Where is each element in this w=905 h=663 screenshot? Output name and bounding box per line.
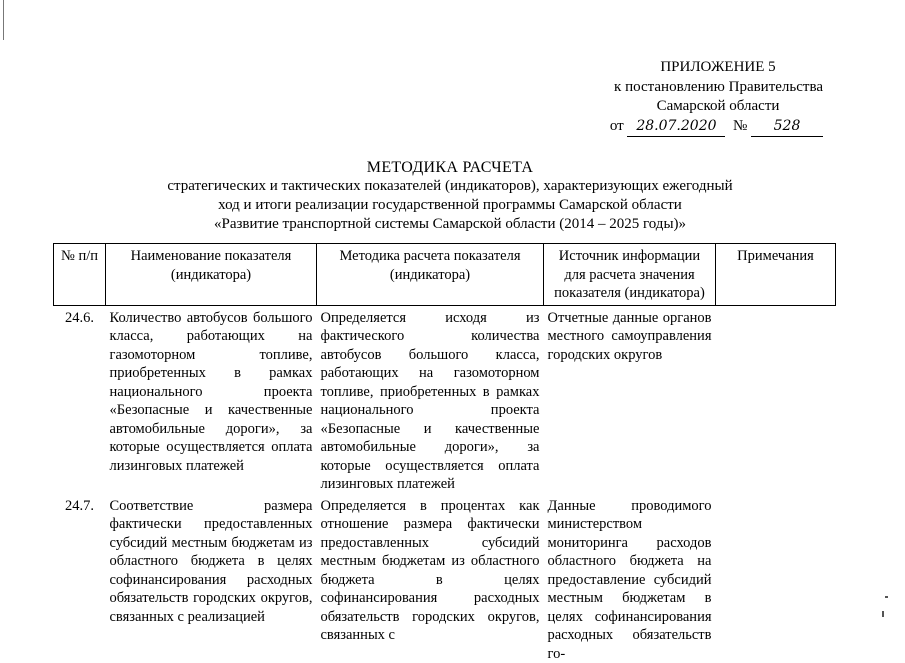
- title-line: ход и итоги реализации государственной программы Самарской области: [120, 196, 780, 215]
- date-prefix: от: [610, 118, 624, 134]
- handwritten-number: 528: [751, 117, 823, 138]
- handwritten-date: 28.07.2020: [627, 117, 725, 138]
- header-method: Методика расчета показателя (индикатора): [317, 244, 544, 306]
- table-row: [54, 494, 836, 663]
- row-notes: [716, 494, 836, 663]
- appendix-line: к постановлению Правительства: [573, 78, 823, 98]
- document-title: [120, 158, 780, 234]
- scan-edge-line: [3, 0, 4, 40]
- row-method: Определяется в процентах как отношение размера фактически предоставленных субсидий местным бюджетам из областного бюджета в целях софинансирования расходных обязательств городских округов, связанных с: [317, 494, 544, 663]
- title-line: стратегических и тактических показателей (индикаторов), характеризующих ежегодный: [120, 177, 780, 196]
- number-prefix: №: [733, 118, 747, 134]
- row-number: 24.7.: [54, 494, 106, 663]
- row-source: Данные проводимого министерством мониторинга расходов областного бюджета на предоставление субсидий местным бюджетам в целях софинансирования расходных обязательств го-: [544, 494, 716, 663]
- title-main: МЕТОДИКА РАСЧЕТА: [120, 158, 780, 177]
- row-notes: [716, 305, 836, 494]
- appendix-date-line: [573, 117, 823, 138]
- scan-mark: [882, 611, 884, 617]
- header-indicator-name: Наименование показателя (индикатора): [106, 244, 317, 306]
- table-row: [54, 305, 836, 494]
- title-line: «Развитие транспортной системы Самарской области (2014 – 2025 годы)»: [120, 215, 780, 234]
- appendix-block: [573, 58, 823, 137]
- header-number: № п/п: [54, 244, 106, 306]
- table-header-row: [54, 244, 836, 306]
- appendix-line: Самарской области: [573, 97, 823, 117]
- row-indicator-name: Соответствие размера фактически предоставленных субсидий местным бюджетам из областного бюджета в целях софинансирования расходных обязательств городских округов, связанных с реализацией: [106, 494, 317, 663]
- scan-mark: [885, 596, 888, 598]
- row-number: 24.6.: [54, 305, 106, 494]
- row-source: Отчетные данные органов местного самоуправления городских округов: [544, 305, 716, 494]
- header-notes: Примечания: [716, 244, 836, 306]
- header-source: Источник информации для расчета значения показателя (индикатора): [544, 244, 716, 306]
- methodology-table: [53, 243, 836, 663]
- row-method: Определяется исходя из фактического количества автобусов большого класса, работающих на газомоторном топливе, приобретенных в рамках национального проекта «Безопасные и качественные автомобильные дороги», за которые осуществляется оплата лизинговых платежей: [317, 305, 544, 494]
- row-indicator-name: Количество автобусов большого класса, работающих на газомоторном топливе, приобретенных в рамках национального проекта «Безопасные и качественные автомобильные дороги», за которые осуществляется оплата лизинговых платежей: [106, 305, 317, 494]
- appendix-title: ПРИЛОЖЕНИЕ 5: [573, 58, 823, 78]
